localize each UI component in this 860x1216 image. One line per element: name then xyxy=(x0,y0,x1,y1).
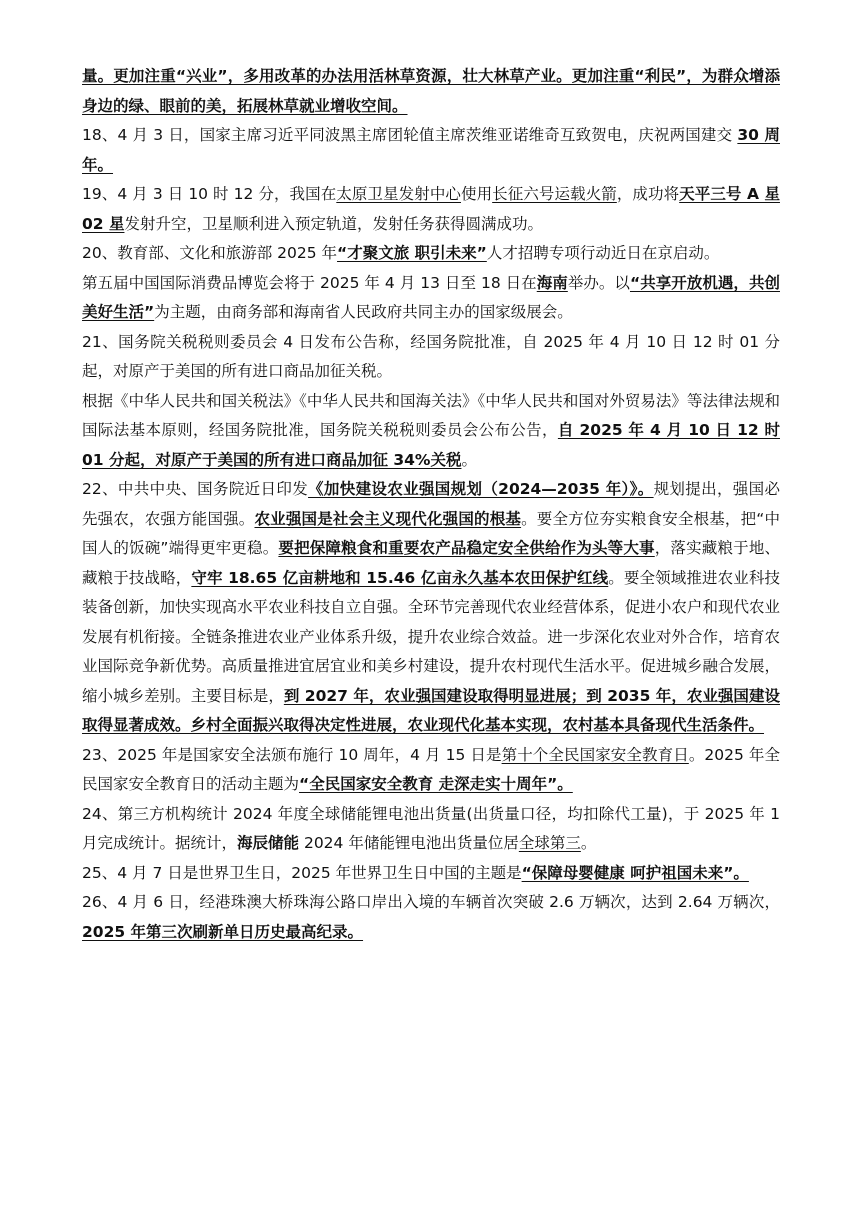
body-text: 。 xyxy=(580,834,597,852)
body-text: 19、4 月 3 日 10 时 12 分，我国在 xyxy=(82,185,337,203)
body-text: 使用 xyxy=(460,185,493,203)
body-text: 26、4 月 6 日，经港珠澳大桥珠海公路口岸出入境的车辆首次突破 2.6 万辆次，达到 2.64 万辆次， xyxy=(82,893,780,911)
body-text: 发射升空，卫星顺利进入预定轨道，发射任务获得圆满成功。 xyxy=(124,214,543,233)
highlighted-text: “共享开放机遇，共创美好生活” xyxy=(82,273,780,321)
highlighted-text: “保障母婴健康 呵护祖国未来”。 xyxy=(521,863,749,882)
highlighted-text: 长征六号运载火箭 xyxy=(492,185,617,203)
document-page xyxy=(82,62,780,947)
highlighted-text: 30 周年。 xyxy=(82,126,780,174)
body-text: 第五届中国国际消费品博览会将于 2025 年 4 月 13 日至 18 日在 xyxy=(82,273,537,292)
body-text: 18、4 月 3 日，国家主席习近平同波黑主席团轮值主席茨维亚诺维奇互致贺电，庆祝两国建交 xyxy=(82,126,738,144)
body-text: 21、国务院关税税则委员会 4 日发布公告称，经国务院批准，自 2025 年 4 月 10 日 12 时 01 分起，对原产于美国的所有进口商品加征关税。 xyxy=(82,332,780,380)
body-text: 人才招聘专项行动近日在京启动。 xyxy=(486,244,720,262)
news-item-paragraph xyxy=(82,888,780,947)
body-text: 规划提出，强国必先强农，农强方能国强。 xyxy=(82,480,780,528)
news-item-paragraph xyxy=(82,800,780,859)
news-item-paragraph xyxy=(82,859,780,889)
body-text: 24、第三方机构统计 2024 年度全球储能锂电池出货量(出货量口径，均扣除代工量)，于 2025 年 1 月完成统计。据统计， xyxy=(82,804,780,852)
body-text: 。 xyxy=(461,450,477,469)
highlighted-text: 量。更加注重“兴业”，多用改革的办法用活林草资源，壮大林草产业。更加注重“利民”，为群众增添身边的绿、眼前的美，拓展林草就业增收空间。 xyxy=(82,67,780,115)
highlighted-text: 农业强国是社会主义现代化强国的根基 xyxy=(254,509,522,528)
body-text: ，成功将 xyxy=(616,185,680,203)
news-item-paragraph xyxy=(82,328,780,387)
body-text: 。2025 年全民国家安全教育日的活动主题为 xyxy=(82,745,781,793)
body-text: 。要全方位夯实粮食安全根基，把“中国人的饭碗”端得更牢更稳。 xyxy=(82,509,780,557)
highlighted-text: 全球第三 xyxy=(518,834,581,852)
news-item-paragraph xyxy=(82,269,780,328)
highlighted-text: 到 2027 年，农业强国建设取得明显进展；到 2035 年，农业强国建设取得显著成效。乡村全面振兴取得决定性进展，农业现代化基本实现，农村基本具备现代生活条件。 xyxy=(82,686,780,734)
news-item-paragraph xyxy=(82,475,780,741)
highlighted-text: “全民国家安全教育 走深走实十周年”。 xyxy=(299,775,573,793)
news-item-paragraph xyxy=(82,62,780,121)
news-item-paragraph xyxy=(82,121,780,180)
news-item-paragraph xyxy=(82,180,780,239)
highlighted-text: 2025 年第三次刷新单日历史最高纪录。 xyxy=(82,922,364,941)
body-text: 。要全领域推进农业科技装备创新，加快实现高水平农业科技自立自强。全环节完善现代农业经营体系，促进小农户和现代农业发展有机衔接。全链条推进农业产业体系升级，提升农业综合效益。进一步深化农业对外合作，培育农业国际竞争新优势。高质量推进宜居宜业和美乡村建设，提升农村现代生活水平。促进城乡融合发展，缩小城乡差别。主要目标是， xyxy=(82,568,780,705)
highlighted-text: 第十个全民国家安全教育日 xyxy=(501,745,689,764)
body-text: 23、2025 年是国家安全法颁布施行 10 周年，4 月 15 日是 xyxy=(82,745,502,764)
body-text: 举办。以 xyxy=(567,273,630,292)
body-text: 20、教育部、文化和旅游部 2025 年 xyxy=(82,244,338,262)
highlighted-text: 自 2025 年 4 月 10 日 12 时 01 分起，对原产于美国的所有进口商品加征 34%关税 xyxy=(82,421,780,469)
body-text: ，落实藏粮于地、藏粮于技战略， xyxy=(82,539,780,587)
highlighted-text: 海南 xyxy=(536,273,568,292)
highlighted-text: 海辰储能 xyxy=(237,834,300,852)
body-text: 根据《中华人民共和国关税法》《中华人民共和国海关法》《中华人民共和国对外贸易法》等法律法规和国际法基本原则，经国务院批准，国务院关税税则委员会公布公告， xyxy=(82,391,780,439)
highlighted-text: 《加快建设农业强国规划（2024—2035 年）》。 xyxy=(308,480,654,498)
highlighted-text: 天平三号 A 星 02 星 xyxy=(82,185,780,233)
news-item-paragraph xyxy=(82,741,780,800)
body-text: 2024 年储能锂电池出货量位居 xyxy=(299,834,519,852)
body-text: 25、4 月 7 日是世界卫生日，2025 年世界卫生日中国的主题是 xyxy=(82,863,522,882)
news-item-paragraph xyxy=(82,239,780,269)
highlighted-text: 太原卫星发射中心 xyxy=(336,185,461,203)
highlighted-text: 守牢 18.65 亿亩耕地和 15.46 亿亩永久基本农田保护红线 xyxy=(191,568,609,587)
body-text: 为主题，由商务部和海南省人民政府共同主办的国家级展会。 xyxy=(154,303,573,321)
highlighted-text: “才聚文旅 职引未来” xyxy=(337,244,487,262)
highlighted-text: 要把保障粮食和重要农产品稳定安全供给作为头等大事 xyxy=(278,539,655,557)
body-text: 22、中共中央、国务院近日印发 xyxy=(82,480,309,498)
news-item-paragraph xyxy=(82,387,780,476)
